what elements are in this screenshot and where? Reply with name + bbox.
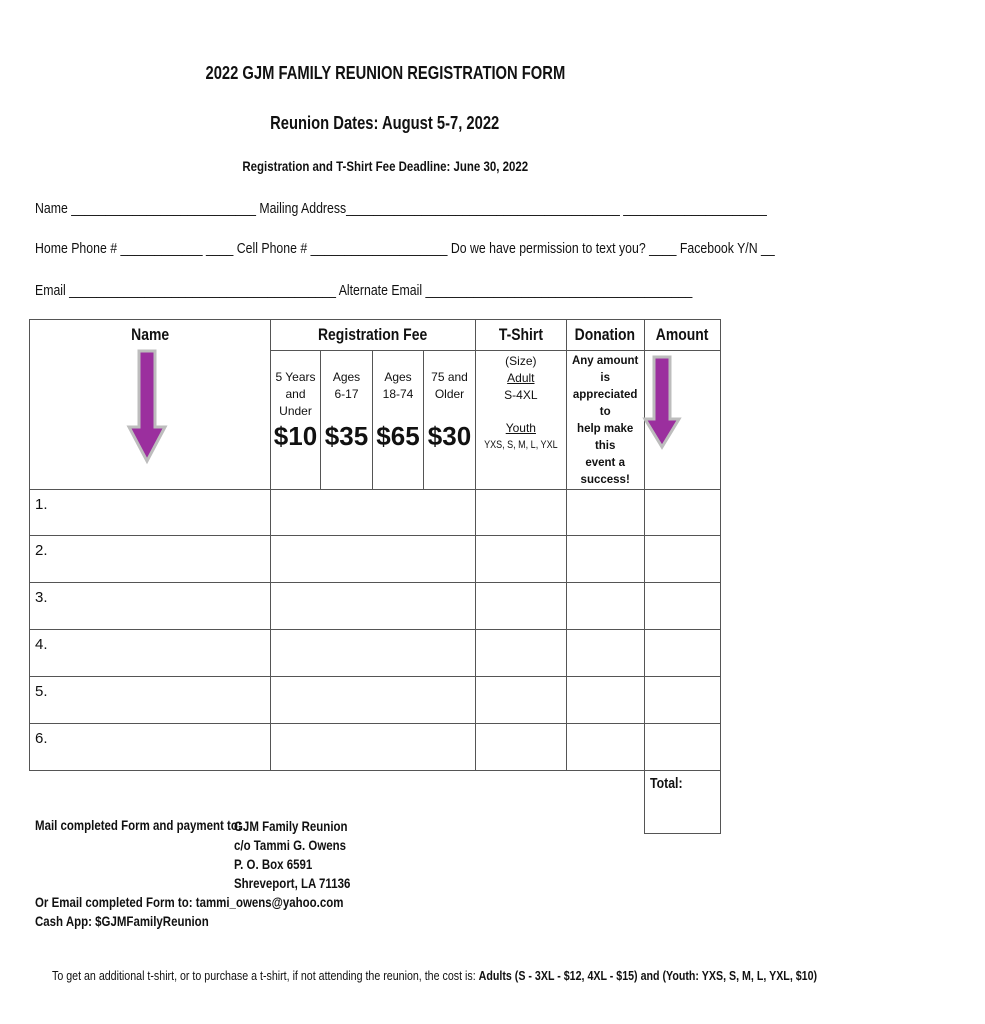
reunion-dates: Reunion Dates: August 5-7, 2022 [270, 113, 500, 133]
fee-group-under5: 5 Years and Under $10 [271, 351, 321, 490]
row-tshirt-cell[interactable] [476, 536, 567, 583]
mail-label: Mail completed Form and payment to: [35, 817, 242, 833]
tshirt-column-header: T-Shirt [476, 320, 567, 351]
fee-column-header: Registration Fee [271, 320, 476, 351]
row-donation-cell[interactable] [566, 536, 644, 583]
donation-note: Any amount is appreciated to help make this event a success! [566, 351, 644, 490]
row-name-cell[interactable]: 2. [30, 536, 271, 583]
row-amount-cell[interactable] [644, 724, 720, 771]
row-amount-cell[interactable] [644, 630, 720, 677]
row-tshirt-cell[interactable] [476, 724, 567, 771]
fee-deadline: Registration and T-Shirt Fee Deadline: June 30, 2022 [242, 158, 528, 174]
row-fee-cell[interactable] [271, 583, 476, 630]
row-name-cell[interactable]: 5. [30, 677, 271, 724]
row-tshirt-cell[interactable] [476, 630, 567, 677]
row-donation-cell[interactable] [566, 490, 644, 536]
table-row[interactable] [30, 630, 721, 677]
total-cell[interactable]: Total: [644, 771, 720, 834]
row-donation-cell[interactable] [566, 630, 644, 677]
row-fee-cell[interactable] [271, 536, 476, 583]
table-row[interactable] [30, 536, 721, 583]
row-donation-cell[interactable] [566, 677, 644, 724]
row-amount-cell[interactable] [644, 536, 720, 583]
row-tshirt-cell[interactable] [476, 583, 567, 630]
down-arrow-icon [642, 355, 682, 451]
row-amount-cell[interactable] [644, 490, 720, 536]
fee-group-18-74: Ages 18-74 $65 [373, 351, 424, 490]
footer-prices: Adults (S - 3XL - $12, 4XL - $15) and (Youth: YXS, S, M, L, YXL, $10) [478, 968, 818, 983]
cashapp-line: Cash App: $GJMFamilyReunion [35, 913, 209, 929]
amount-column-header: Amount [644, 320, 720, 351]
footer-note: To get an additional t-shirt, or to purchase a t-shirt, if not attending the reunion, the cost is: Adults (S - 3XL - $12, 4XL - $15) and (Youth: YXS, S, M, L, YXL, $10) [52, 968, 818, 983]
row-name-cell[interactable]: 1. [30, 490, 271, 536]
row-tshirt-cell[interactable] [476, 677, 567, 724]
name-column-header: Name [30, 320, 271, 490]
table-row[interactable] [30, 677, 721, 724]
email-line[interactable]: Email _______________________________________ Alternate Email _______________________________________ [35, 282, 693, 299]
table-row[interactable] [30, 724, 721, 771]
fee-group-75-older: 75 and Older $30 [424, 351, 476, 490]
row-name-cell[interactable]: 3. [30, 583, 271, 630]
phone-line[interactable]: Home Phone # ____________ ____ Cell Phone # ____________________ Do we have permission to text you? ____ Facebook Y/N __ [35, 240, 775, 257]
row-amount-cell[interactable] [644, 677, 720, 724]
row-fee-cell[interactable] [271, 490, 476, 536]
donation-column-header: Donation [566, 320, 644, 351]
email-instructions [35, 893, 411, 931]
row-amount-cell[interactable] [644, 583, 720, 630]
row-donation-cell[interactable] [566, 724, 644, 771]
row-fee-cell[interactable] [271, 630, 476, 677]
fee-group-6-17: Ages 6-17 $35 [321, 351, 373, 490]
row-name-cell[interactable]: 4. [30, 630, 271, 677]
tshirt-size-info: (Size) Adult S-4XL Youth YXS, S, M, L, YXL [476, 351, 567, 490]
row-tshirt-cell[interactable] [476, 490, 567, 536]
down-arrow-icon [126, 349, 168, 465]
mailing-address: GJM Family Reunion c/o Tammi G. Owens P. O. Box 6591 Shreveport, LA 71136 [234, 818, 351, 891]
name-address-line[interactable]: Name ___________________________ Mailing Address________________________________________ _____________________ [35, 200, 767, 217]
table-row[interactable] [30, 490, 721, 536]
row-donation-cell[interactable] [566, 583, 644, 630]
form-title: 2022 GJM FAMILY REUNION REGISTRATION FORM [205, 63, 565, 83]
email-line-text: Or Email completed Form to: tammi_owens@yahoo.com [35, 894, 344, 910]
row-fee-cell[interactable] [271, 724, 476, 771]
table-row[interactable] [30, 583, 721, 630]
row-name-cell[interactable]: 6. [30, 724, 271, 771]
row-fee-cell[interactable] [271, 677, 476, 724]
